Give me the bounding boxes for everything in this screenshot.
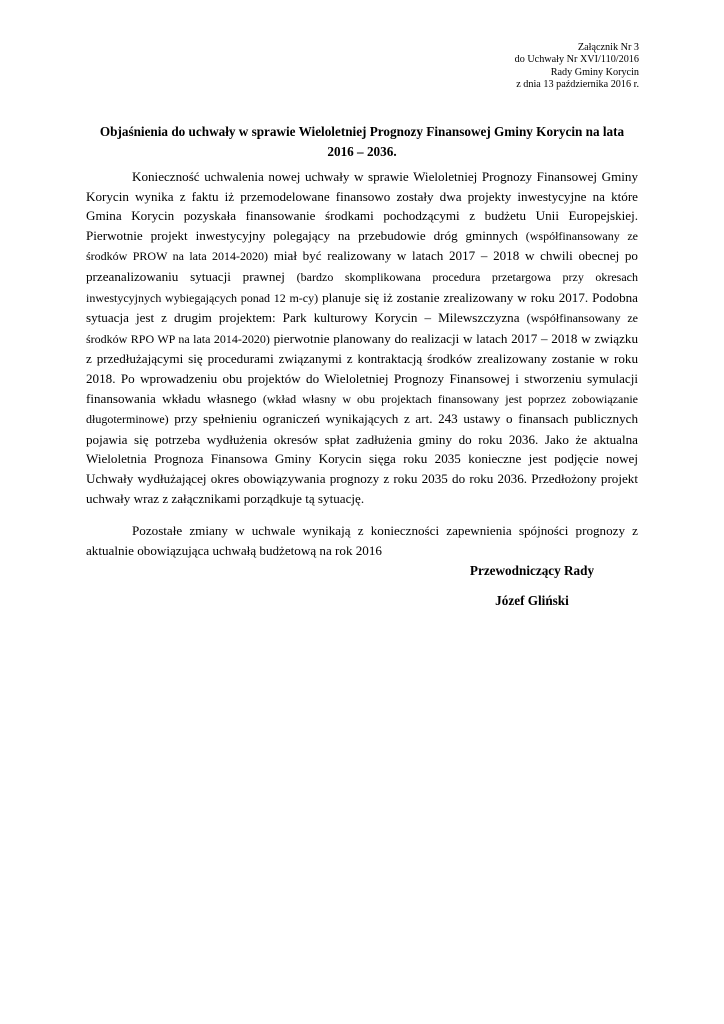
signature-name: Józef Gliński [495, 593, 569, 608]
signature-block [432, 561, 632, 610]
paragraph-1-text-2: miał być realizowany w latach 2017 – 2018 w chwili obecnej po przeanalizowaniu sytuacji prawnej [86, 248, 638, 284]
paragraph-1-text-3: planuje się iż zostanie zrealizowany w roku 2017. Podobna sytuacja jest z drugim projektem: Park kulturowy Korycin – Milewszczyzna [86, 289, 638, 326]
document-title: Objaśnienia do uchwały w sprawie Wieloletniej Prognozy Finansowej Gminy Korycin na lata 2016 – 2036. [99, 124, 625, 159]
paragraph-1-parenthetical-1: (współfinansowany ze środków PROW na lata 2014-2020) [86, 228, 638, 264]
paragraph-1-text-4: pierwotnie planowany do realizacji w latach 2017 – 2018 w związku z przedłużającymi się procedurami związanymi z kontraktacją środków zrealizowany zostanie w roku 2018. Po wprowadzeniu obu projektów do Wieloletniej Prognozy Finansowej i stworzeniu symulacji finansowania wkładu własnego [86, 330, 638, 406]
annex-number: Załącznik Nr 3 [577, 42, 639, 53]
annex-council-name: Rady Gminy Korycin [550, 66, 639, 78]
paragraph-2: Pozostałe zmiany w uchwale wynikają z konieczności zapewnienia spójności prognozy z aktualnie obowiązująca uchwałą budżetową na rok 2016 [86, 523, 638, 558]
paragraph-1-parenthetical-3: (współfinansowany ze środków RPO WP na lata 2014-2020) [86, 311, 639, 346]
annex-date: z dnia 13 października 2016 r. [516, 79, 639, 91]
paragraph-1-parenthetical-4: (wkład własny w obu projektach finansowany jest poprzez zobowiązanie długoterminowe) [86, 391, 638, 427]
paragraph-1 [86, 167, 638, 508]
paragraph-1-text-5: przy spełnieniu ograniczeń wynikających z art. 243 ustawy o finansach publicznych pojawia się potrzeba wydłużenia okresów spłat zadłużenia gminy do roku 2036. Jako że aktualna Wieloletnia Prognoza Finansowa Gminy Korycin sięga roku 2035 konieczne jest podjęcie nowej Uchwały wydłużającej okres obowiązywania prognozy z roku 2035 do roku 2036. Przedłożony projekt uchwały wraz z załącznikami porządkuje tą sytuację. [86, 411, 638, 506]
annex-resolution-number: do Uchwały Nr XVI/110/2016 [514, 54, 639, 66]
annex-header [515, 42, 639, 92]
paragraph-1-text-1: Konieczność uchwalenia nowej uchwały w sprawie Wieloletniej Prognozy Finansowej Gminy Korycin wynika z faktu iż przemodelowane finansowo zostały dwa projekty inwestycyjne na które Gmina Korycin pozyskała finansowanie środkami pochodzącymi z budżetu Unii Europejskiej. Pierwotnie projekt inwestycyjny polegający na przebudowie dróg gminnych [86, 169, 638, 243]
document-body [86, 167, 638, 560]
signature-role: Przewodniczący Rady [469, 563, 595, 578]
paragraph-1-parenthetical-2: (bardzo skomplikowana procedura przetargowa przy okresach inwestycyjnych wybiegających ponad 12 m-cy) [86, 269, 638, 305]
